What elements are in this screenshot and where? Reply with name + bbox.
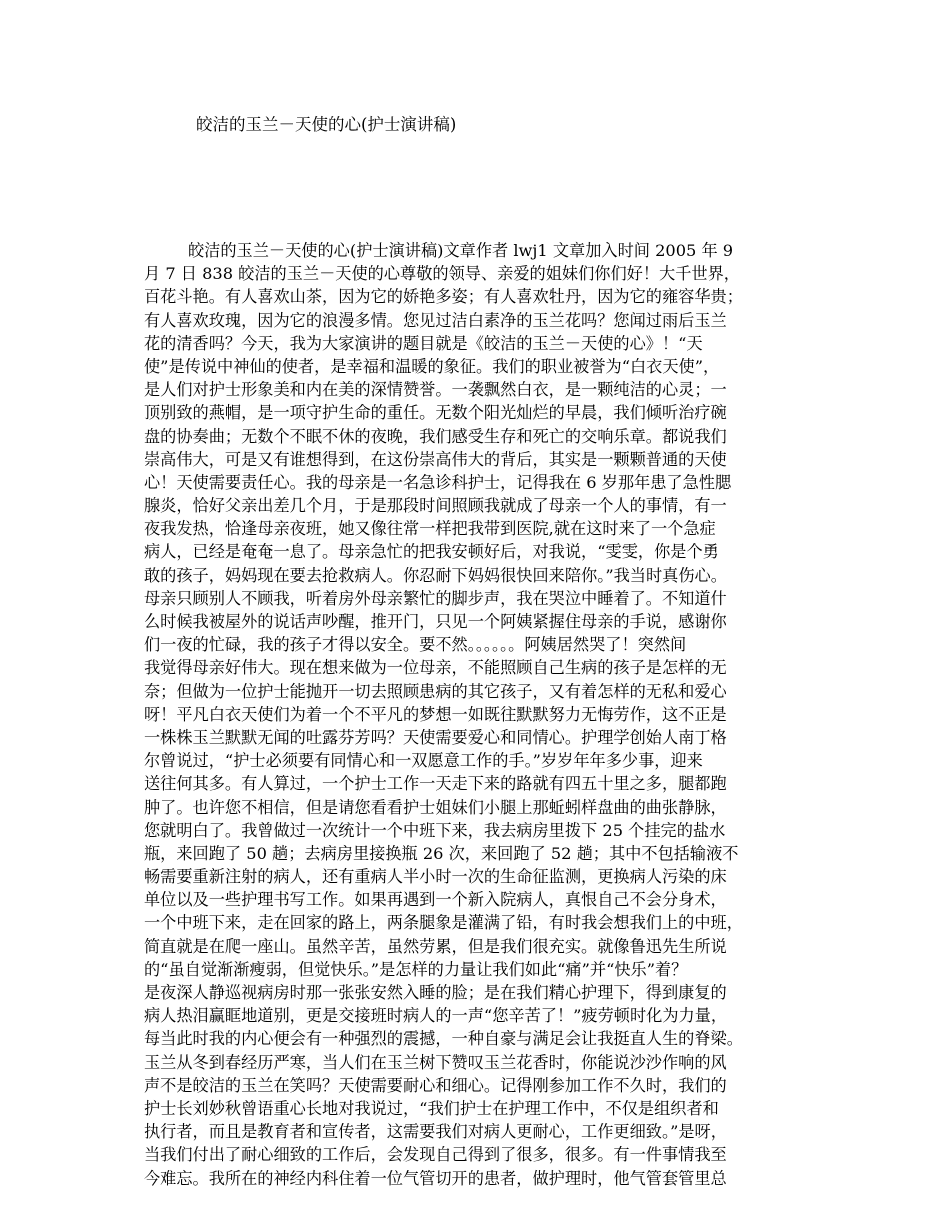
document-body: [144, 239, 814, 1190]
body-line: 护士长刘妙秋曾语重心长地对我说过，“我们护士在护理工作中，不仅是组织者和: [144, 1098, 719, 1118]
body-line: 病人，已经是奄奄一息了。母亲急忙的把我安顿好后，对我说，“雯雯，你是个勇: [144, 542, 719, 562]
body-line: 每当此时我的内心便会有一种强烈的震撼，一种自豪与满足会让我挺直人生的脊梁。: [144, 1029, 743, 1049]
document-title: 皎洁的玉兰－天使的心(护士演讲稿): [196, 115, 457, 134]
body-line: 玉兰从冬到春经历严寒，当人们在玉兰树下赞叹玉兰花香时，你能说沙沙作响的风: [144, 1052, 727, 1072]
body-line: 么时候我被屋外的说话声吵醒，推开门，只见一个阿姨紧握住母亲的手说，感谢你: [144, 612, 727, 631]
body-line: 们一夜的忙碌，我的孩子才得以安全。要不然。。。。。。阿姨居然哭了！突然间: [144, 635, 687, 655]
body-line: 简直就是在爬一座山。虽然辛苦，虽然劳累，但是我们很充实。就像鲁迅先生所说: [144, 936, 727, 956]
body-line: 瓶，来回跑了 50 趟；去病房里接换瓶 26 次，来回跑了 52 趟；其中不包括输液不: [144, 843, 739, 863]
body-line: 一株株玉兰默默无闻的吐露芬芳吗？天使需要爱心和同情心。护理学创始人南丁格: [144, 727, 727, 747]
body-line: 今难忘。我所在的神经内科住着一位气管切开的患者，做护理时，他气管套管里总: [144, 1168, 727, 1188]
body-line: 夜我发热，恰逢母亲夜班，她又像往常一样把我带到医院,就在这时来了一个急症: [144, 519, 716, 539]
body-line: 月 7 日 838 皎洁的玉兰－天使的心尊敬的领导、亲爱的姐妹们你们好！大千世界，: [144, 264, 740, 284]
body-line: 畅需要重新注射的病人，还有重病人半小时一次的生命征监测，更换病人污染的床: [144, 867, 727, 887]
body-line: 盘的协奏曲；无数个不眠不休的夜晚，我们感受生存和死亡的交响乐章。都说我们: [144, 426, 727, 446]
body-line: 肿了。也许您不相信，但是请您看看护士姐妹们小腿上那蚯蚓样盘曲的曲张静脉，: [144, 797, 727, 817]
body-line: 母亲只顾别人不顾我，听着房外母亲繁忙的脚步声，我在哭泣中睡着了。不知道什: [144, 588, 727, 608]
body-line: 敢的孩子，妈妈现在要去抢救病人。你忍耐下妈妈很快回来陪你。”我当时真伤心。: [144, 565, 727, 585]
body-line: 心！天使需要责任心。我的母亲是一名急诊科护士，记得我在 6 岁那年患了急性腮: [144, 472, 732, 492]
body-line: 腺炎，恰好父亲出差几个月，于是那段时间照顾我就成了母亲一个人的事情，有一: [144, 496, 727, 516]
body-line: 奈；但做为一位护士能抛开一切去照顾患病的其它孩子，又有着怎样的无私和爱心: [144, 681, 727, 701]
body-line: 是夜深人静巡视病房时那一张张安然入睡的脸；是在我们精心护理下，得到康复的: [144, 983, 727, 1002]
body-line: 送往何其多。有人算过，一个护士工作一天走下来的路就有四五十里之多，腿都跑: [144, 774, 727, 794]
body-line: 花的清香吗？今天，我为大家演讲的题目就是《皎洁的玉兰－天使的心》！“天: [144, 333, 703, 353]
body-line: 使”是传说中神仙的使者，是幸福和温暖的象征。我们的职业被誉为“白衣天使”，: [144, 356, 720, 376]
body-line: 百花斗艳。有人喜欢山茶，因为它的娇艳多姿；有人喜欢牡丹，因为它的雍容华贵；: [144, 287, 743, 307]
body-line: 您就明白了。我曾做过一次统计一个中班下来，我去病房里拨下 25 个挂完的盐水: [144, 820, 726, 840]
body-line: 当我们付出了耐心细致的工作后，会发现自己得到了很多，很多。有一件事情我至: [144, 1145, 727, 1165]
body-line: 呀！平凡白衣天使们为着一个不平凡的梦想一如既往默默努力无悔劳作，这不正是: [144, 704, 727, 724]
body-line: 病人热泪赢眶地道别，更是交接班时病人的一声“您辛苦了！”疲劳顿时化为力量，: [144, 1006, 728, 1026]
body-line: 单位以及一些护理书写工作。如果再遇到一个新入院病人，真恨自己不会分身术，: [144, 890, 727, 910]
body-line: 有人喜欢玫瑰，因为它的浪漫多情。您见过洁白素净的玉兰花吗？您闻过雨后玉兰: [144, 310, 727, 330]
body-line: 尔曾说过，“护士必须要有同情心和一双愿意工作的手。”岁岁年年多少事，迎来: [144, 751, 703, 771]
body-line: 声不是皎洁的玉兰在笑吗？天使需要耐心和细心。记得刚参加工作不久时，我们的: [144, 1075, 727, 1095]
body-line: 执行者，而且是教育者和宣传者，这需要我们对病人更耐心，工作更细致。”是呀，: [144, 1122, 727, 1142]
body-line: 的“虽自觉渐渐瘦弱，但觉快乐。”是怎样的力量让我们如此“痛”并“快乐”着？: [144, 959, 688, 979]
body-line: 崇高伟大，可是又有谁想得到，在这份崇高伟大的背后，其实是一颗颗普通的天使: [144, 449, 727, 469]
body-line: 顶别致的燕帽，是一项守护生命的重任。无数个阳光灿烂的早晨，我们倾听治疗碗: [144, 403, 727, 423]
body-line: 一个中班下来，走在回家的路上，两条腿象是灌满了铅，有时我会想我们上的中班，: [144, 913, 743, 933]
body-line: 是人们对护士形象美和内在美的深情赞誉。一袭飘然白衣，是一颗纯洁的心灵；一: [144, 380, 727, 400]
body-line: 皎洁的玉兰－天使的心(护士演讲稿)文章作者 lwj1 文章加入时间 2005 年 9: [188, 241, 734, 260]
body-line: 我觉得母亲好伟大。现在想来做为一位母亲，不能照顾自己生病的孩子是怎样的无: [144, 658, 727, 678]
